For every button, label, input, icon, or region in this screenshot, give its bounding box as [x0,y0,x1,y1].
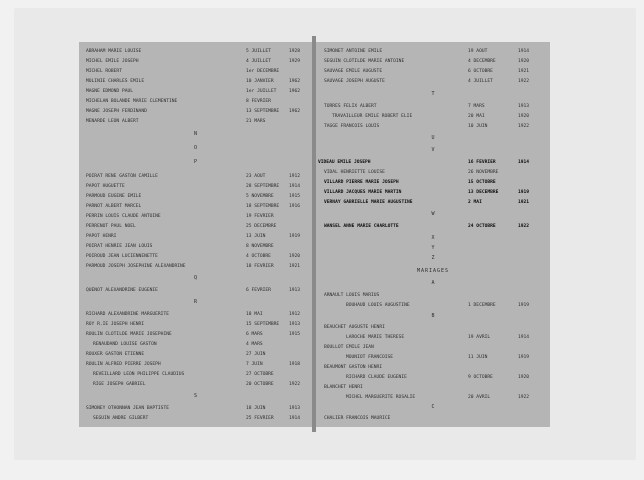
letter-heading: S [193,393,197,399]
entry-row: POIROUD JEAN LUCIENNENETTE 4 OCTOBRE 1920 [86,254,301,259]
entry-row: VERNAY GABRIELLE MARIE AUGUSTINE 2 MAI 1921 [324,200,530,205]
entry-row: BEAUMONT GASTON HENRI [324,365,383,370]
entry-row: POIRAT RENE GASTON CAMILLE 23 AOUT 1912 [86,174,301,179]
entry-row: BOUHAUD LOUIS AUGUSTINE 1 DECEMBRE 1919 [346,303,530,308]
entry-row: ROULIN CLOTILDE MARIE JOSEPHINE 6 MARS 1915 [86,332,301,337]
entry-row: MICHEL MARGUERITE ROSALIE 20 AVRIL 1922 [346,395,530,400]
entry-row: VIDAL HENRIETTE LOUISE 26 NOVEMBRE [324,170,499,175]
entry-row: MENARDE LEON ALBERT 21 MARS [86,119,266,124]
letter-heading: T [431,91,435,97]
entry-row: BEAUCHET AUGUSTE HENRI [324,325,385,330]
entry-row: PERRENOT PAUL NOEL 25 DECEMBRE [86,224,277,229]
entry-row: ROY R.IE JOSEPH HENRI 15 SEPTEMBRE 1913 [86,322,301,327]
entry-row: ROUXER GASTON ETIENNE 27 JUIN [86,352,266,357]
entry-row: VILLARD PIERRE MARIE JOSEPH 15 OCTOBRE [324,180,496,185]
entry-row: VILLARD JACQUES MARIE MARTIN 13 DECEMBRE 1919 [324,190,530,195]
entry-row: POIRAT HENRIE JEAN LOUIS 8 NOVEMBRE [86,244,274,249]
letter-heading: Q [193,275,197,281]
entry-row: ARNAULT LOUIS MARIUS [324,293,380,298]
entry-row: TORRES FELIX ALBERT 7 MARS 1913 [324,104,530,109]
entry-row: ROULIN ALFRED PIERRE JOSEPH 7 JUIN 1918 [86,362,301,367]
letter-heading: X [431,235,435,241]
entry-row: SIMONET ANTOINE EMILE 19 AOUT 1914 [324,49,530,54]
entry-row: RENAUDAND LOUISE GASTON 4 MARS [93,342,263,347]
entry-row: SAUVAGE EMILE AUGUSTE 6 OCTOBRE 1921 [324,69,530,74]
letter-heading: C [431,404,435,410]
letter-heading: V [431,147,435,153]
entry-row: PAPOT HUGUETTE 28 SEPTEMBRE 1914 [86,184,301,189]
entry-row: SAUVAGE JOSEPH AUGUSTE 4 JUILLET 1922 [324,79,530,84]
entry-row: SEGUIN CLOTILDE MARIE ANTOINE 4 DECEMBRE 1920 [324,59,530,64]
entry-row: MAGNE EDMOND PAUL 1er JUILLET 1962 [86,89,301,94]
entry-row: PERRIN LOUIS CLAUDE ANTOINE 19 FEVRIER [86,214,274,219]
letter-heading: R [193,299,197,305]
entry-row: PARNOT ALBERT MARCEL 18 SEPTEMBRE 1916 [86,204,301,209]
letter-heading: Y [431,245,435,251]
letter-heading: N [193,131,197,137]
entry-row: VIDEAU EMILE JOSEPH 16 FEVRIER 1914 [318,160,530,165]
entry-row: PARMOUD JOSEPH JOSEPHINE ALEXANDRINE 18 FEVRIER 1921 [86,264,301,269]
right-page [316,42,550,427]
entry-row: SIMONEY OTHONNAN JEAN BAPTISTE 18 JUIN 1913 [86,406,301,411]
entry-row: MICHEL ROBERT 1er DECEMBRE [86,69,280,74]
entry-row: SEGUIN ANDRE GILBERT 25 FEVRIER 1914 [93,416,301,421]
letter-heading: B [431,313,435,319]
entry-row: MOUNIOT FRANCOISE 11 JUIN 1919 [346,355,530,360]
entry-row: RICHARD ALEXANDRINE MARGUERITE 18 MAI 1912 [86,312,301,317]
entry-row: MOLINIE CHARLES EMILE 10 JANVIER 1962 [86,79,301,84]
entry-row: MAGNE JOSEPH FERDINAND 13 SEPTEMBRE 1962 [86,109,301,114]
entry-row: REVEILLARD LEON PHILIPPE CLAUDIUS 27 OCTOBRE [93,372,274,377]
letter-heading: W [431,211,435,217]
entry-row: RIGE JOSEPH GABRIEL 20 OCTOBRE 1922 [93,382,301,387]
entry-row: TAGGE FRANCOIS LOUIS 10 JUIN 1922 [324,124,530,129]
letter-heading: P [193,159,197,165]
entry-row: LAROCHE MARIE THERESE 19 AVRIL 1914 [346,335,530,340]
entry-row: PARMOUD EUGENE EMILE 5 NOVEMBRE 1915 [86,194,301,199]
entry-row: BOULLOT EMILE JEAN [324,345,374,350]
mariages-heading: MARIAGES [416,268,450,274]
entry-row: ABRAHAM MARIE LOUISE 5 JUILLET 1928 [86,49,301,54]
left-page [79,42,312,427]
entry-row: PAPOT HENRI 13 JUIN 1919 [86,234,301,239]
entry-row: TRAVAILLEUR EMILE ROBERT ELIE 20 MAI 1920 [332,114,530,119]
letter-heading: O [193,145,197,151]
letter-heading: U [431,135,435,141]
entry-row: WANSEL ANNE MARIE CHARLOTTE 24 OCTOBRE 1922 [324,224,530,229]
entry-row: MICHELAN BOLANDE MARIE CLEMENTINE 8 FEVRIER [86,99,271,104]
entry-row: RICHARD CLAUDE EUGENIE 9 OCTOBRE 1920 [346,375,530,380]
letter-heading: Z [431,255,435,261]
entry-row: QUENOT ALEXANDRINE EUGENIE 6 FEVRIER 1913 [86,288,301,293]
letter-heading: A [431,280,435,286]
entry-row: CHALIER FRANCOIS MAURICE [324,416,391,421]
entry-row: BLANCHET HENRI [324,385,363,390]
entry-row: MICHEL EMILE JOSEPH 4 JUILLET 1929 [86,59,301,64]
